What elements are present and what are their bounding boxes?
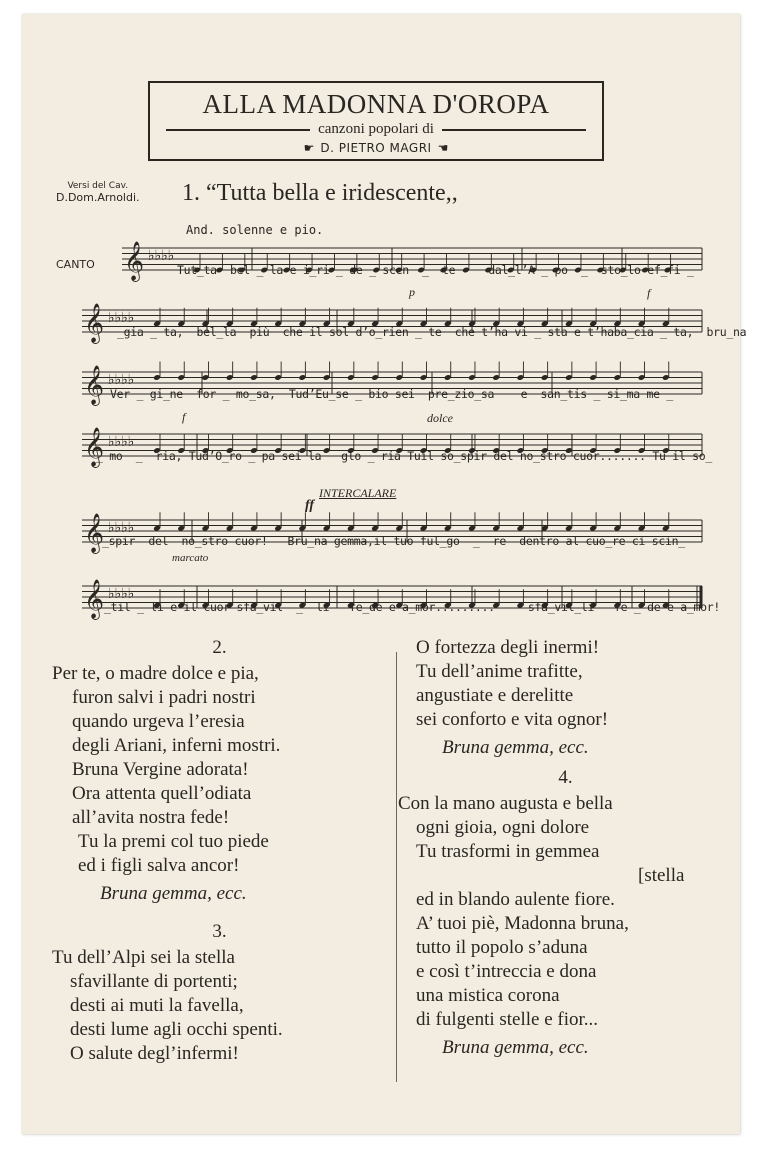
verse-line: Tu dell’anime trafitte, bbox=[416, 661, 583, 682]
verse-line: desti lume agli occhi spenti. bbox=[70, 1019, 283, 1040]
verse-line: O fortezza degli inermi! bbox=[416, 637, 600, 658]
treble-clef-icon: 𝄞 bbox=[84, 579, 105, 619]
marcato-marking: marcato bbox=[172, 552, 209, 564]
lyric-line-5: _spir del no_stro cuor! Bru_na gemma,il tuo ful_go _ re dentro al cuo_re ci scin_ bbox=[102, 534, 685, 548]
verse-line: A’ tuoi piè, Madonna bruna, bbox=[416, 913, 629, 934]
verse-3-continued bbox=[402, 636, 732, 760]
section-label: INTERCALARE bbox=[319, 486, 397, 500]
verse-line: desti ai muti la favella, bbox=[70, 995, 244, 1016]
treble-clef-icon: 𝄞 bbox=[84, 427, 105, 467]
lyric-line-2: _gia _ ta, bel_la più che il sol d’o_rien _ te che t’ha vi _ sta e t’haba_cia _ ta, bru_na bbox=[117, 325, 747, 339]
verse-line: Con la mano augusta e bella bbox=[398, 793, 613, 814]
verse-4 bbox=[398, 766, 733, 1060]
lyricist-line-2: D.Dom.Arnoldi. bbox=[56, 191, 140, 204]
verse-line: all’avita nostra fede! bbox=[72, 807, 230, 828]
lyricist-credit bbox=[56, 180, 140, 204]
song-title: 1. “Tutta bella e iridescente,, bbox=[182, 180, 458, 206]
verse-line: tutto il popolo s’aduna bbox=[416, 937, 588, 958]
collection-title: ALLA MADONNA D'OROPA bbox=[202, 89, 550, 119]
treble-clef-icon: 𝄞 bbox=[84, 303, 105, 343]
verse-number: 4. bbox=[558, 767, 573, 788]
verse-number: 3. bbox=[212, 921, 227, 942]
verse-line: Tu la premi col tuo piede bbox=[78, 831, 269, 852]
pointing-hand-icon: ☛ bbox=[303, 141, 315, 155]
verse-line: sfavillante di portenti; bbox=[70, 971, 238, 992]
verse-line: sei conforto e vita ognor! bbox=[416, 709, 609, 730]
flat-signature-icon: ♭♭♭♭ bbox=[148, 248, 175, 264]
lyricist-line-1: Versi del Cav. bbox=[67, 181, 129, 191]
treble-clef-icon: 𝄞 bbox=[84, 513, 105, 553]
column-divider bbox=[396, 652, 397, 1082]
author-line bbox=[210, 141, 542, 155]
flat-signature-icon: ♭♭♭♭ bbox=[108, 586, 135, 602]
dynamic-forte-2: f bbox=[182, 410, 186, 424]
verse-2 bbox=[52, 636, 387, 906]
refrain-line: Bruna gemma, ecc. bbox=[442, 1037, 589, 1058]
verse-line: Per te, o madre dolce e pia, bbox=[52, 663, 259, 684]
verse-number: 2. bbox=[212, 637, 227, 658]
dynamic-piano: p bbox=[409, 285, 415, 299]
lyric-line-1: Tut_ta bel _ la e i_ri _ de _ scen _ te dal_l’A _ po _ sto_lo ef_fi _ bbox=[177, 263, 694, 277]
flat-signature-icon: ♭♭♭♭ bbox=[108, 310, 135, 326]
dynamic-fortissimo: ff bbox=[305, 498, 315, 513]
composer-name: D. PIETRO MAGRI bbox=[320, 141, 432, 155]
title-box bbox=[148, 81, 604, 161]
pointing-hand-left-icon: ☚ bbox=[437, 141, 449, 155]
verse-line: e così t’intreccia e dona bbox=[416, 961, 597, 982]
refrain-line: Bruna gemma, ecc. bbox=[100, 883, 247, 904]
verse-line: Bruna Vergine adorata! bbox=[72, 759, 249, 780]
verse-line: una mistica corona bbox=[416, 985, 560, 1006]
verse-line: degli Ariani, inferni mostri. bbox=[72, 735, 281, 756]
verse-line: O salute degl’infermi! bbox=[70, 1043, 239, 1064]
refrain-line: Bruna gemma, ecc. bbox=[442, 737, 589, 758]
verse-line: angustiate e derelitte bbox=[416, 685, 574, 706]
subtitle-line bbox=[166, 121, 586, 138]
tempo-marking: And. solenne e pio. bbox=[186, 223, 324, 237]
postcard bbox=[22, 14, 747, 1134]
collection-subtitle: canzoni popolari di bbox=[318, 121, 434, 137]
flat-signature-icon: ♭♭♭♭ bbox=[108, 434, 135, 450]
verse-line: ed in blando aulente fiore. bbox=[416, 889, 615, 910]
flat-signature-icon: ♭♭♭♭ bbox=[108, 372, 135, 388]
verse-line: furon salvi i padri nostri bbox=[72, 687, 256, 708]
music-score bbox=[82, 236, 712, 636]
lyric-line-3: Ver _ gi_ne for _ mo_sa, Tud’Eu_se _ bio sei pre_zio_sa e san_tis _ si_ma me _ bbox=[110, 387, 674, 401]
verse-line: Tu dell’Alpi sei la stella bbox=[52, 947, 235, 968]
verse-line: Ora attenta quell’odiata bbox=[72, 783, 252, 804]
treble-clef-icon: 𝄞 bbox=[84, 365, 105, 405]
verse-3 bbox=[52, 920, 387, 1066]
verse-line: Tu trasformi in gemmea bbox=[416, 841, 600, 862]
voice-label: CANTO bbox=[56, 258, 95, 271]
treble-clef-icon: 𝄞 bbox=[124, 241, 145, 281]
verse-line: [stella bbox=[638, 865, 685, 886]
verse-line: quando urgeva l’eresia bbox=[72, 711, 245, 732]
verse-line: ed i figli salva ancor! bbox=[78, 855, 240, 876]
flat-signature-icon: ♭♭♭♭ bbox=[108, 520, 135, 536]
dynamic-forte: f bbox=[647, 286, 651, 300]
dolce-marking: dolce bbox=[427, 411, 453, 425]
lyric-line-6: _til _ li e il cuor sfa_vil _ li fe_de e a_mor......... sfa_vil_li fe _ de e a_mor! bbox=[104, 600, 720, 614]
verse-line: ogni gioia, ogni dolore bbox=[416, 817, 590, 838]
lyric-line-4: _ mo _ ria, Tud’O_ro _ pa sei la glo _ ria Tuil so_spir del no_stro cuor....... Tu il so_ bbox=[96, 449, 712, 463]
verse-line: di fulgenti stelle e fior... bbox=[416, 1009, 599, 1030]
